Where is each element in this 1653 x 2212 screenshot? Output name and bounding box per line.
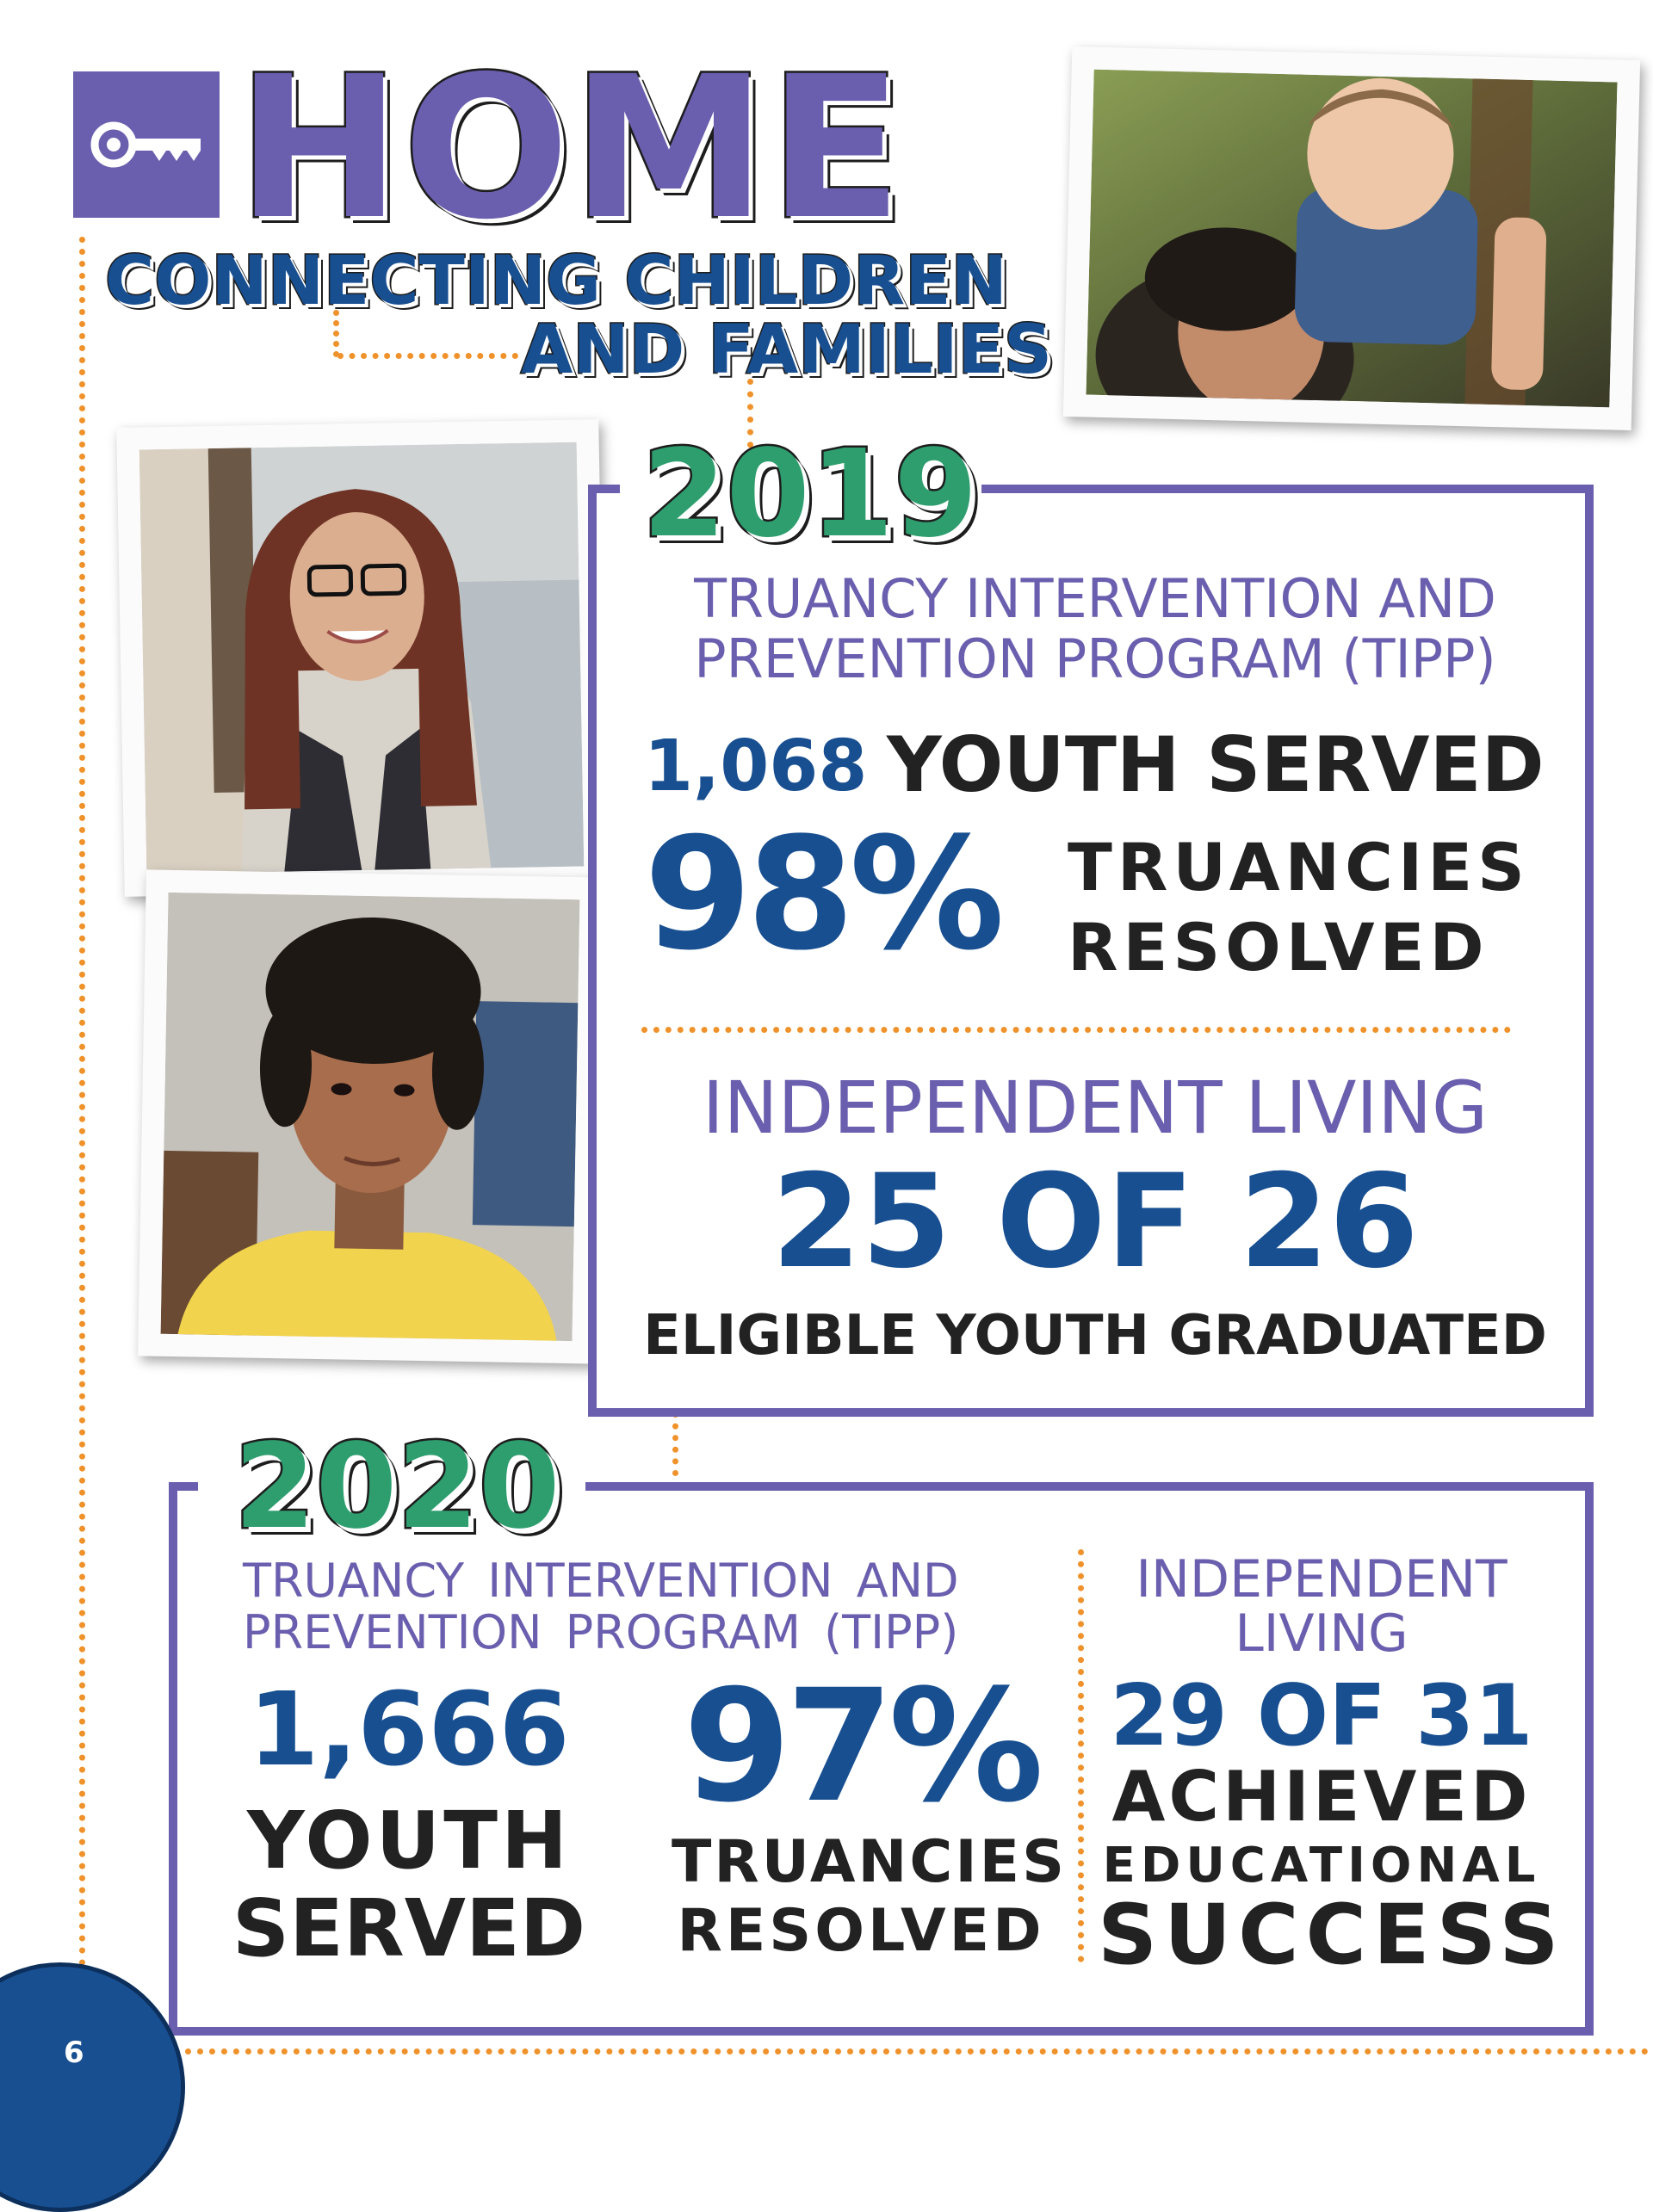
young-woman-photo [116, 419, 606, 897]
photo-icon [1086, 70, 1617, 408]
truancy-label1-2019: TRUANCIES [1068, 829, 1530, 905]
youth-label2-2020: SERVED [232, 1882, 586, 1974]
il-label3-2020: SUCCESS [1098, 1887, 1566, 1983]
photo-icon [139, 442, 585, 874]
page-title: HOME [237, 34, 905, 263]
truancy-label1-2020: TRUANCIES [672, 1828, 1068, 1896]
dotted-line-sub-h [337, 353, 518, 359]
tipp-2019-line1: TRUANCY INTERVENTION AND [694, 567, 1496, 630]
page-number-circle [0, 1962, 185, 2212]
year-2019-heading: 2019 [642, 424, 978, 565]
truancy-percent-2019: 98% [644, 805, 1000, 985]
young-man-photo [138, 869, 603, 1363]
dotted-line-bottom [185, 2048, 1649, 2054]
subtitle-line-1: CONNECTING CHILDREN [105, 243, 1007, 320]
subtitle-line-2: AND FAMILIES [521, 312, 1053, 389]
il-label1-2020: ACHIEVED [1111, 1757, 1532, 1837]
il-label2-2020: EDUCATIONAL [1102, 1838, 1541, 1894]
youth-count-2020: 1,666 [248, 1670, 570, 1789]
tipp-2020-line1: TRUANCY INTERVENTION AND [243, 1554, 959, 1608]
youth-label1-2020: YOUTH [246, 1795, 571, 1887]
youth-label-2019: YOUTH SERVED [887, 720, 1545, 809]
youth-count-2019: 1,068 [644, 726, 868, 807]
divider-2020 [1078, 1549, 1084, 1962]
photo-icon [161, 893, 580, 1341]
father-baby-photo [1063, 46, 1640, 430]
tipp-2019-line2: PREVENTION PROGRAM (TIPP) [694, 627, 1496, 690]
key-icon [73, 71, 220, 218]
dotted-line-left [79, 237, 85, 1967]
il-heading2-2020: LIVING [1235, 1603, 1408, 1664]
year-2020-heading: 2020 [234, 1419, 560, 1555]
divider-2019 [641, 1027, 1511, 1033]
il-heading1-2020: INDEPENDENT [1136, 1549, 1508, 1610]
il-value-2019: 25 OF 26 [771, 1147, 1419, 1297]
truancy-label2-2019: RESOLVED [1068, 909, 1489, 986]
tipp-2020-line2: PREVENTION PROGRAM (TIPP) [243, 1605, 959, 1659]
il-value-2020: 29 OF 31 [1110, 1667, 1533, 1765]
il-heading-2019: INDEPENDENT LIVING [702, 1066, 1489, 1150]
page-number: 6 [64, 2036, 84, 2070]
key-icon-box [73, 71, 220, 218]
dotted-line-to-2020 [672, 1412, 678, 1476]
truancy-label2-2020: RESOLVED [677, 1897, 1045, 1965]
il-label-2019: ELIGIBLE YOUTH GRADUATED [643, 1304, 1547, 1368]
truancy-percent-2020: 97% [683, 1657, 1039, 1837]
